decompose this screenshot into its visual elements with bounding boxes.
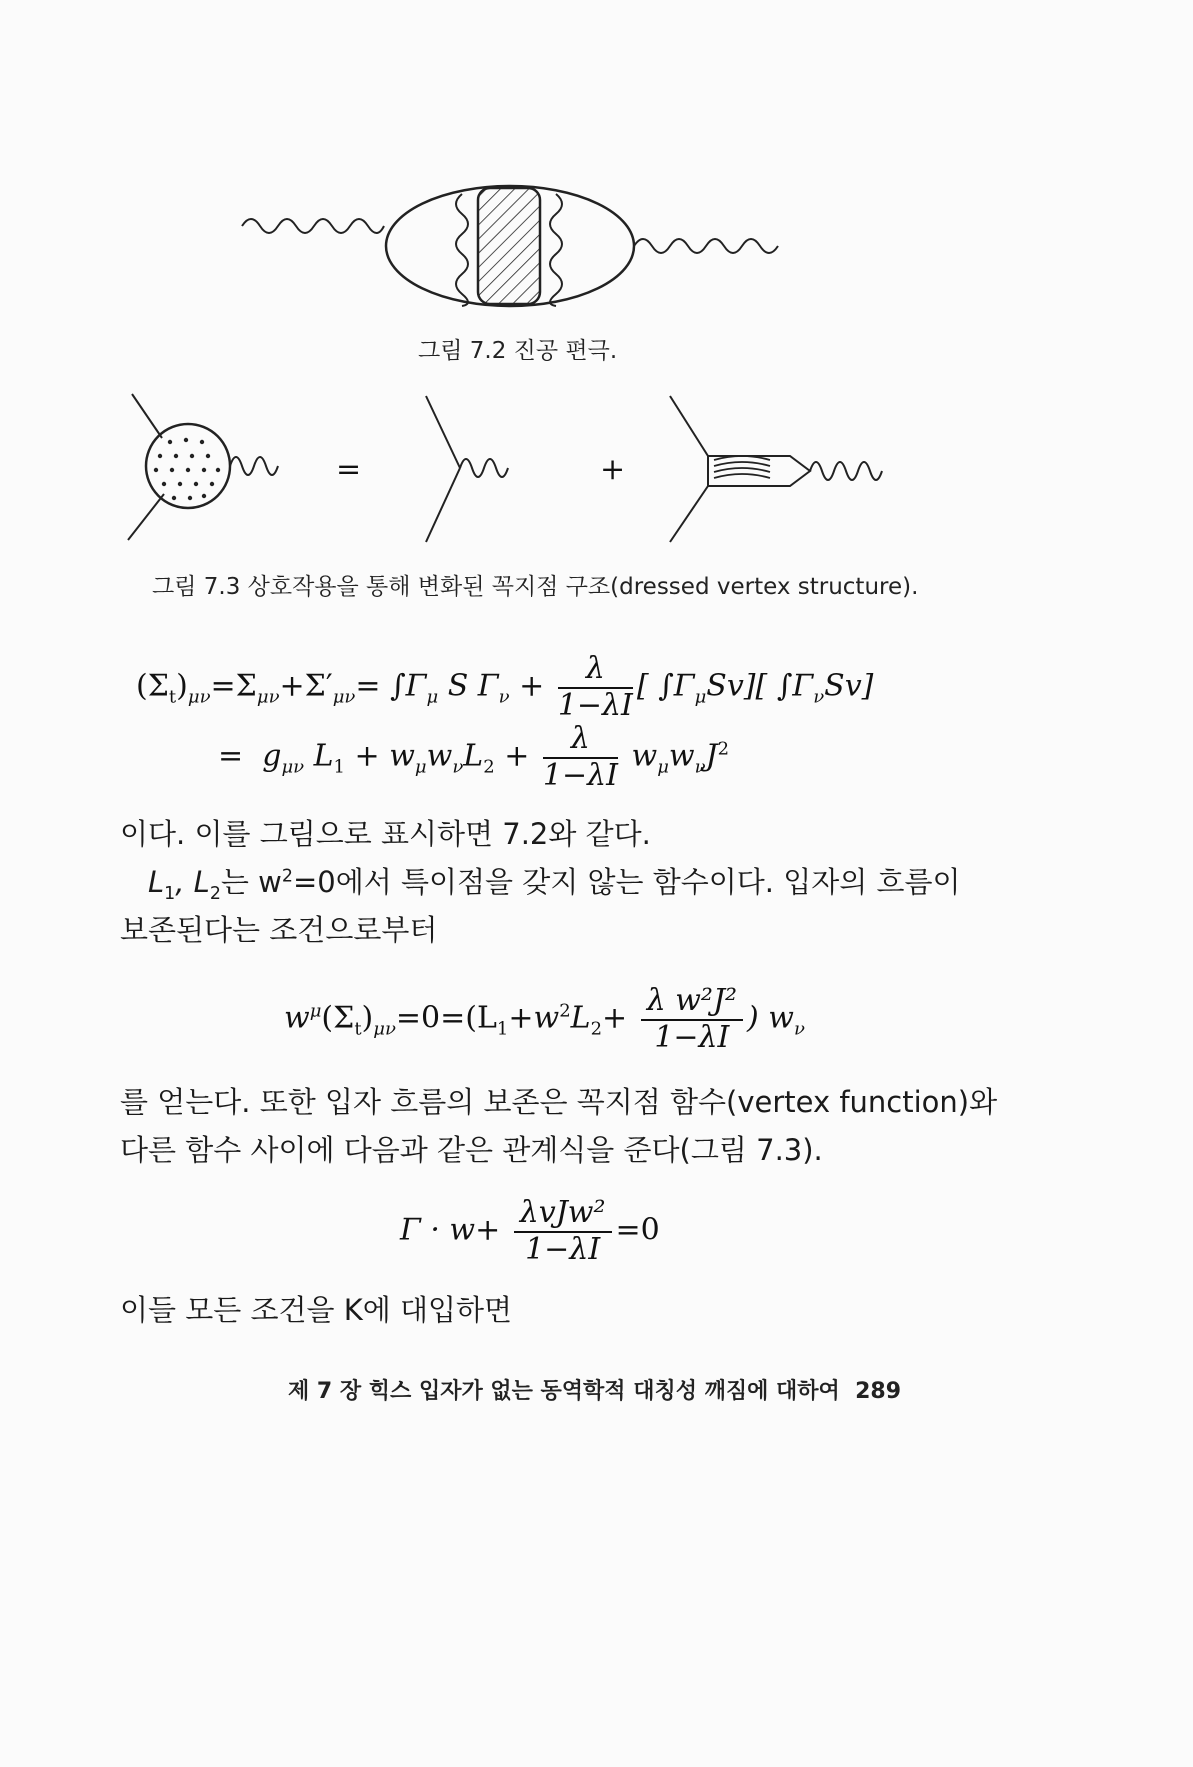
figure-7-2-caption: 그림 7.2 진공 편극. xyxy=(418,338,618,364)
equation-3: Γ · w+ $\frac{\text{λvJw²}}{1-\lambda I}$ =0 xyxy=(400,1195,660,1267)
equation-1-fraction-2: $\frac{\lambda}{1-\lambda I}$ xyxy=(542,721,618,793)
paragraph-3-line-1: 를 얻는다. 또한 입자 흐름의 보존은 꼭지점 함수(vertex function)와 xyxy=(120,1085,998,1119)
equation-3-fraction: $\frac{\text{λvJw²}}{1-\lambda I}$ xyxy=(514,1196,612,1267)
equation-1-line-1: $(\Sigma_t)_{\mu\nu}=\Sigma_{\mu\nu}+\Sigma'_{\mu\nu}= \int\Gamma_\mu$ S $\Gamma_\nu$ + $\frac{\lambda}{1-\lambda I}$ [ $\int\Gamma_\mu Sv$][ $\int\Gamma_\nu Sv$] xyxy=(136,651,874,723)
photon-line-right xyxy=(634,239,778,253)
blob-dots xyxy=(154,438,220,500)
figure-7-2-diagram xyxy=(240,180,780,320)
figure-7-3-plus: + xyxy=(600,452,626,487)
hatched-block xyxy=(478,188,540,304)
paragraph-3-line-2: 다른 함수 사이에 다음과 같은 관계식을 준다(그림 7.3). xyxy=(120,1133,823,1167)
photon-line-left xyxy=(242,219,384,233)
figure-7-3-caption: 그림 7.3 상호작용을 통해 변화된 꼭지점 구조(dressed vertex structure). xyxy=(152,574,919,600)
figure-7-3-equals: = xyxy=(336,452,362,487)
equation-1-line-2: = $g_{\mu\nu}$ $L_1 + w_\mu w_\nu L_2$ + $\frac{\lambda}{1-\lambda I}$ $w_\mu w_\nu J^2$ xyxy=(218,721,730,793)
dressed-vertex-blob xyxy=(146,424,230,508)
figure-7-3-diagram xyxy=(110,390,910,550)
internal-photon-left xyxy=(456,194,468,306)
equation-2: $w^\mu(\Sigma_t)_{\mu\nu}=0=(L_1+w^2L_2+$ $\frac{\text{λ w²J²}}{1-\lambda I}$ ) $w_\nu$ xyxy=(284,983,805,1055)
footer-chapter-title: 제 7 장 힉스 입자가 없는 동역학적 대칭성 깨짐에 대하여 xyxy=(288,1379,840,1404)
paragraph-4: 이들 모든 조건을 K에 대입하면 xyxy=(120,1293,513,1327)
running-footer xyxy=(288,1374,901,1405)
paragraph-2-line-1: $L_1$, $L_2$는 $w^2=0$에서 특이점을 갖지 않는 함수이다. 입자의 흐름이 xyxy=(148,865,961,904)
page-number: 289 xyxy=(855,1379,902,1404)
paragraph-1: 이다. 이를 그림으로 표시하면 7.2와 같다. xyxy=(120,817,651,851)
paragraph-2-line-2: 보존된다는 조건으로부터 xyxy=(120,913,438,947)
equation-2-fraction: $\frac{\text{λ w²J²}}{1-\lambda I}$ xyxy=(641,984,743,1055)
equation-1-fraction-1: $\frac{\lambda}{1-\lambda I}$ xyxy=(557,651,633,723)
internal-photon-right xyxy=(550,194,562,306)
